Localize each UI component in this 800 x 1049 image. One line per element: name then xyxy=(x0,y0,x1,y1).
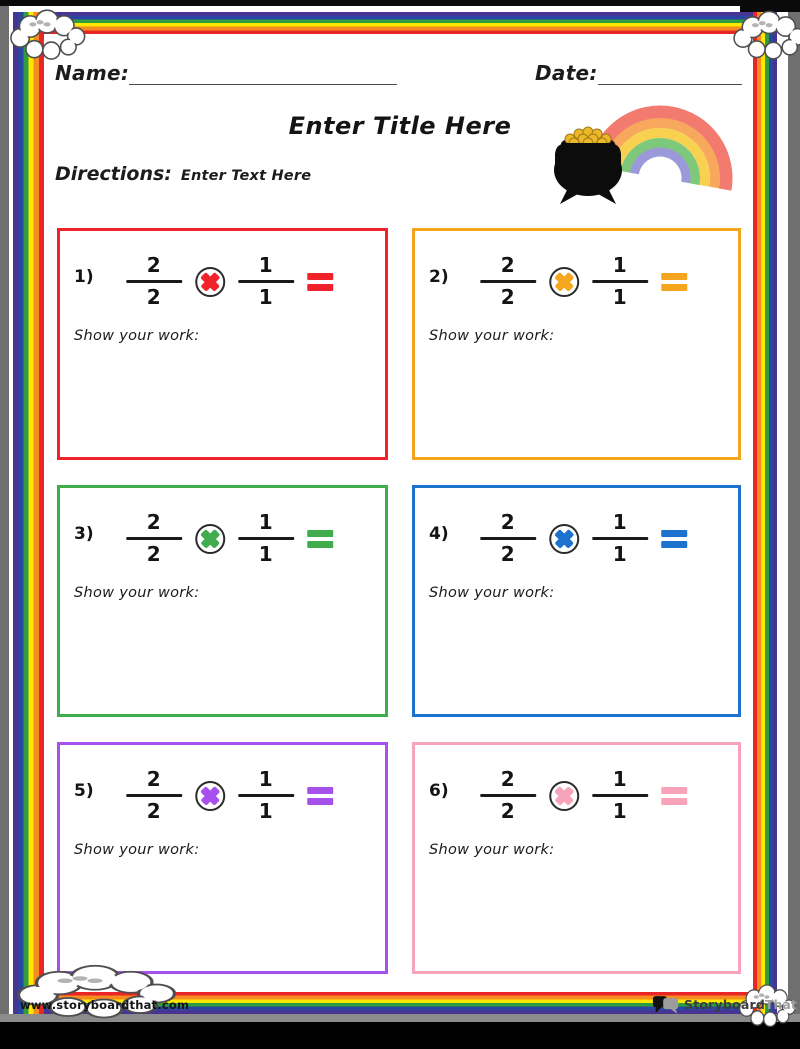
denominator: 2 xyxy=(500,285,515,309)
date-input-line[interactable] xyxy=(598,60,742,85)
date-label: Date: xyxy=(535,61,598,85)
logo-text-that: That xyxy=(764,997,797,1012)
fraction-second xyxy=(237,253,295,310)
fraction-bar xyxy=(238,794,294,797)
show-work-label: Show your work: xyxy=(74,585,200,601)
denominator: 1 xyxy=(258,542,273,566)
numerator: 1 xyxy=(258,767,273,791)
problem-number: 5) xyxy=(74,781,94,801)
fraction-second xyxy=(591,510,649,567)
numerator: 1 xyxy=(258,253,273,277)
numerator: 1 xyxy=(612,253,627,277)
problem-box-6[interactable] xyxy=(412,742,741,974)
denominator: 2 xyxy=(146,285,161,309)
show-work-label: Show your work: xyxy=(429,842,555,858)
fraction-bar xyxy=(126,280,182,283)
directions xyxy=(55,163,311,185)
fraction-bar xyxy=(592,794,648,797)
page-title[interactable]: Enter Title Here xyxy=(288,112,512,140)
fraction-second xyxy=(591,253,649,310)
show-work-label: Show your work: xyxy=(74,328,200,344)
equals-icon xyxy=(307,530,333,548)
multiply-icon xyxy=(549,781,579,811)
problem-number: 1) xyxy=(74,267,94,287)
equals-icon xyxy=(307,787,333,805)
denominator: 2 xyxy=(500,542,515,566)
problem-number: 3) xyxy=(74,524,94,544)
problem-box-3[interactable] xyxy=(57,485,388,717)
fraction-bar xyxy=(126,537,182,540)
problem-number: 4) xyxy=(429,524,449,544)
multiply-icon xyxy=(195,524,225,554)
fraction-first xyxy=(125,253,183,310)
directions-label: Directions: xyxy=(55,163,172,185)
denominator: 2 xyxy=(500,799,515,823)
rainbow-border-left xyxy=(13,12,44,1014)
equation xyxy=(479,510,687,567)
cloud-top-right-icon xyxy=(728,8,800,63)
fraction-first xyxy=(125,767,183,824)
fraction-first xyxy=(479,767,537,824)
multiply-icon xyxy=(549,267,579,297)
denominator: 1 xyxy=(612,285,627,309)
numerator: 2 xyxy=(500,767,515,791)
logo-speech-bubbles-icon xyxy=(652,994,680,1015)
fraction-second xyxy=(591,767,649,824)
numerator: 2 xyxy=(500,510,515,534)
numerator: 1 xyxy=(612,767,627,791)
numerator: 2 xyxy=(146,767,161,791)
denominator: 2 xyxy=(146,799,161,823)
scan-edge-right xyxy=(788,10,800,1014)
equation xyxy=(479,253,687,310)
fraction-bar xyxy=(592,537,648,540)
fraction-bar xyxy=(480,794,536,797)
fraction-bar xyxy=(480,280,536,283)
multiply-icon xyxy=(195,781,225,811)
show-work-label: Show your work: xyxy=(74,842,200,858)
fraction-bar xyxy=(480,537,536,540)
scan-edge-top xyxy=(0,0,800,6)
problem-number: 6) xyxy=(429,781,449,801)
rainbow-border-right xyxy=(753,12,777,1014)
cloud-bottom-left-icon xyxy=(8,962,188,1022)
problem-number: 2) xyxy=(429,267,449,287)
show-work-label: Show your work: xyxy=(429,328,555,344)
numerator: 2 xyxy=(146,253,161,277)
numerator: 2 xyxy=(500,253,515,277)
equation xyxy=(125,253,333,310)
name-row xyxy=(55,60,397,85)
problem-box-2[interactable] xyxy=(412,228,741,460)
equals-icon xyxy=(661,787,687,805)
fraction-bar xyxy=(238,280,294,283)
rainbow-border-top xyxy=(44,12,753,34)
problem-box-5[interactable] xyxy=(57,742,388,974)
numerator: 2 xyxy=(146,510,161,534)
fraction-second xyxy=(237,510,295,567)
denominator: 2 xyxy=(146,542,161,566)
denominator: 1 xyxy=(258,285,273,309)
equals-icon xyxy=(307,273,333,291)
denominator: 1 xyxy=(612,799,627,823)
equation xyxy=(125,510,333,567)
name-label: Name: xyxy=(55,61,130,85)
numerator: 1 xyxy=(258,510,273,534)
fraction-bar xyxy=(126,794,182,797)
cloud-top-left-icon xyxy=(6,6,91,64)
fraction-first xyxy=(479,253,537,310)
multiply-icon xyxy=(195,267,225,297)
multiply-icon xyxy=(549,524,579,554)
date-row xyxy=(535,60,742,85)
logo-text-storyboard: Storyboard xyxy=(684,997,765,1012)
equation xyxy=(479,767,687,824)
fraction-second xyxy=(237,767,295,824)
problem-box-4[interactable] xyxy=(412,485,741,717)
denominator: 1 xyxy=(258,799,273,823)
storyboardthat-logo xyxy=(652,994,797,1015)
fraction-bar xyxy=(592,280,648,283)
rainbow-pot-of-gold-illustration xyxy=(548,88,744,206)
fraction-first xyxy=(125,510,183,567)
equation xyxy=(125,767,333,824)
rainbow-arc xyxy=(548,88,744,206)
directions-text[interactable]: Enter Text Here xyxy=(180,168,312,184)
problem-box-1[interactable] xyxy=(57,228,388,460)
footer-url: www.storyboardthat.com xyxy=(20,998,190,1012)
numerator: 1 xyxy=(612,510,627,534)
denominator: 1 xyxy=(612,542,627,566)
show-work-label: Show your work: xyxy=(429,585,555,601)
equals-icon xyxy=(661,273,687,291)
equals-icon xyxy=(661,530,687,548)
scan-edge-left xyxy=(0,0,9,1014)
name-input-line[interactable] xyxy=(129,60,397,85)
fraction-first xyxy=(479,510,537,567)
fraction-bar xyxy=(238,537,294,540)
